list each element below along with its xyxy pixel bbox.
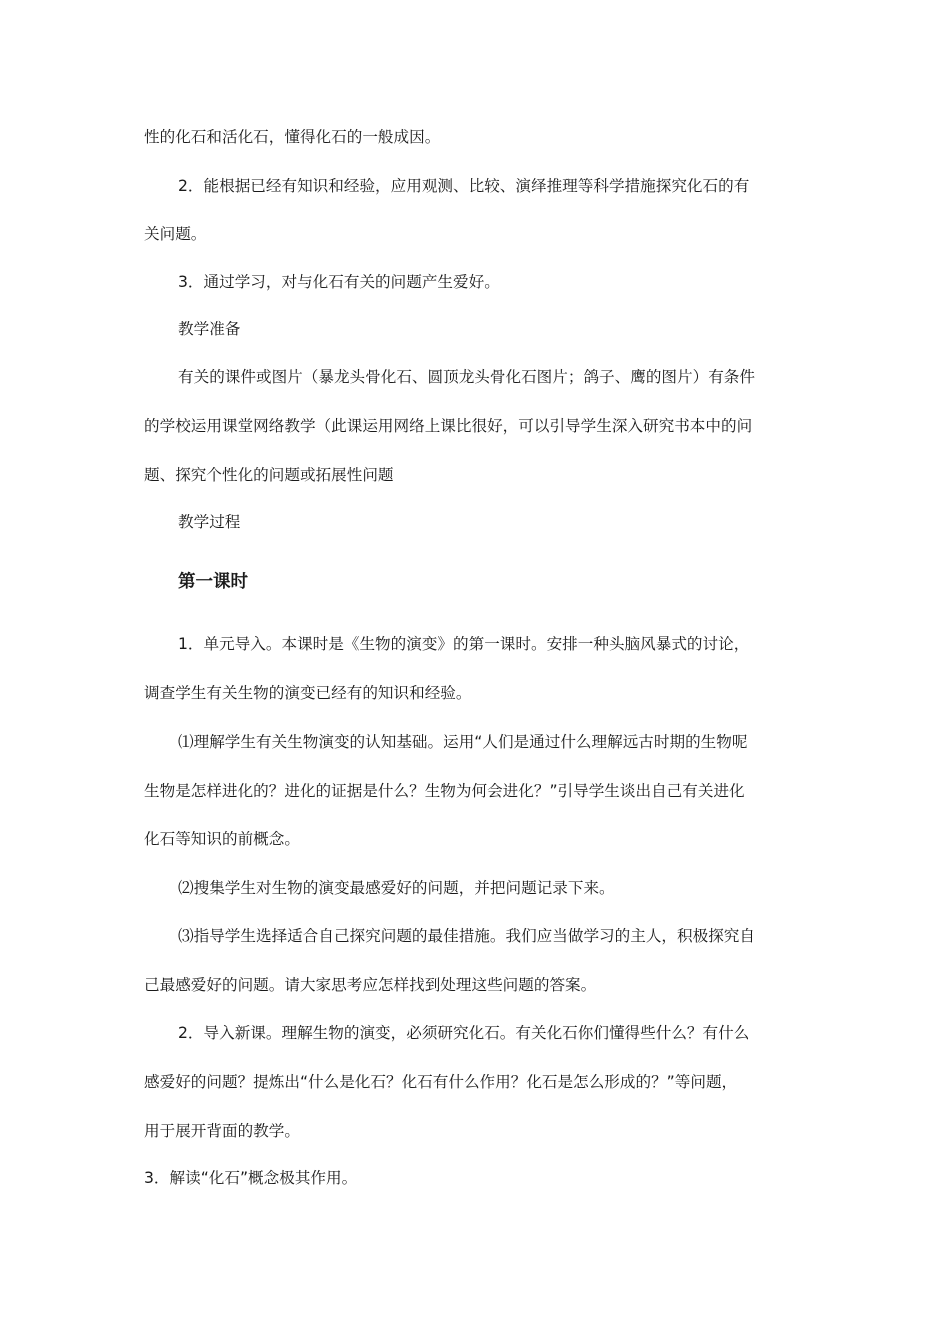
list-item-2-line-2: 关问题。 <box>144 225 207 243</box>
paragraph-line: 性的化石和活化石，懂得化石的一般成因。 <box>144 128 441 146</box>
step-1-line-1: 1．单元导入。本课时是《生物的演变》的第一课时。安排一种头脑风暴式的讨论， <box>178 635 750 653</box>
step-2-line-1: 2．导入新课。理解生物的演变，必须研究化石。有关化石你们懂得些什么？有什么 <box>178 1024 750 1042</box>
sub-item-1-line-3: 化石等知识的前概念。 <box>144 830 300 848</box>
sub-item-1-line-1: ⑴理解学生有关生物演变的认知基础。运用“人们是通过什么理解远古时期的生物呢 <box>178 733 748 751</box>
lesson-heading: 第一课时 <box>178 572 248 592</box>
step-2-line-3: 用于展开背面的教学。 <box>144 1122 300 1140</box>
step-3: 3．解读“化石”概念极其作用。 <box>144 1169 358 1187</box>
step-2-line-2: 感爱好的问题？提炼出“什么是化石？化石有什么作用？化石是怎么形成的？”等问题， <box>144 1073 738 1091</box>
section-label-teaching-process: 教学过程 <box>178 513 241 531</box>
preparation-line-2: 的学校运用课堂网络教学（此课运用网络上课比很好，可以引导学生深入研究书本中的问 <box>144 417 753 435</box>
list-item-3: 3．通过学习，对与化石有关的问题产生爱好。 <box>178 273 500 291</box>
sub-item-2: ⑵搜集学生对生物的演变最感爱好的问题，并把问题记录下来。 <box>178 879 615 897</box>
section-label-teaching-preparation: 教学准备 <box>178 320 241 338</box>
step-1-line-2: 调查学生有关生物的演变已经有的知识和经验。 <box>144 684 472 702</box>
list-item-2-line-1: 2．能根据已经有知识和经验，应用观测、比较、演绎推理等科学措施探究化石的有 <box>178 177 750 195</box>
preparation-line-1: 有关的课件或图片（暴龙头骨化石、圆顶龙头骨化石图片；鸽子、鹰的图片）有条件 <box>178 368 755 386</box>
sub-item-1-line-2: 生物是怎样进化的？进化的证据是什么？生物为何会进化？”引导学生谈出自己有关进化 <box>144 782 745 800</box>
preparation-line-3: 题、探究个性化的问题或拓展性问题 <box>144 466 394 484</box>
sub-item-3-line-1: ⑶指导学生选择适合自己探究问题的最佳措施。我们应当做学习的主人，积极探究自 <box>178 927 755 945</box>
sub-item-3-line-2: 己最感爱好的问题。请大家思考应怎样找到处理这些问题的答案。 <box>144 976 597 994</box>
